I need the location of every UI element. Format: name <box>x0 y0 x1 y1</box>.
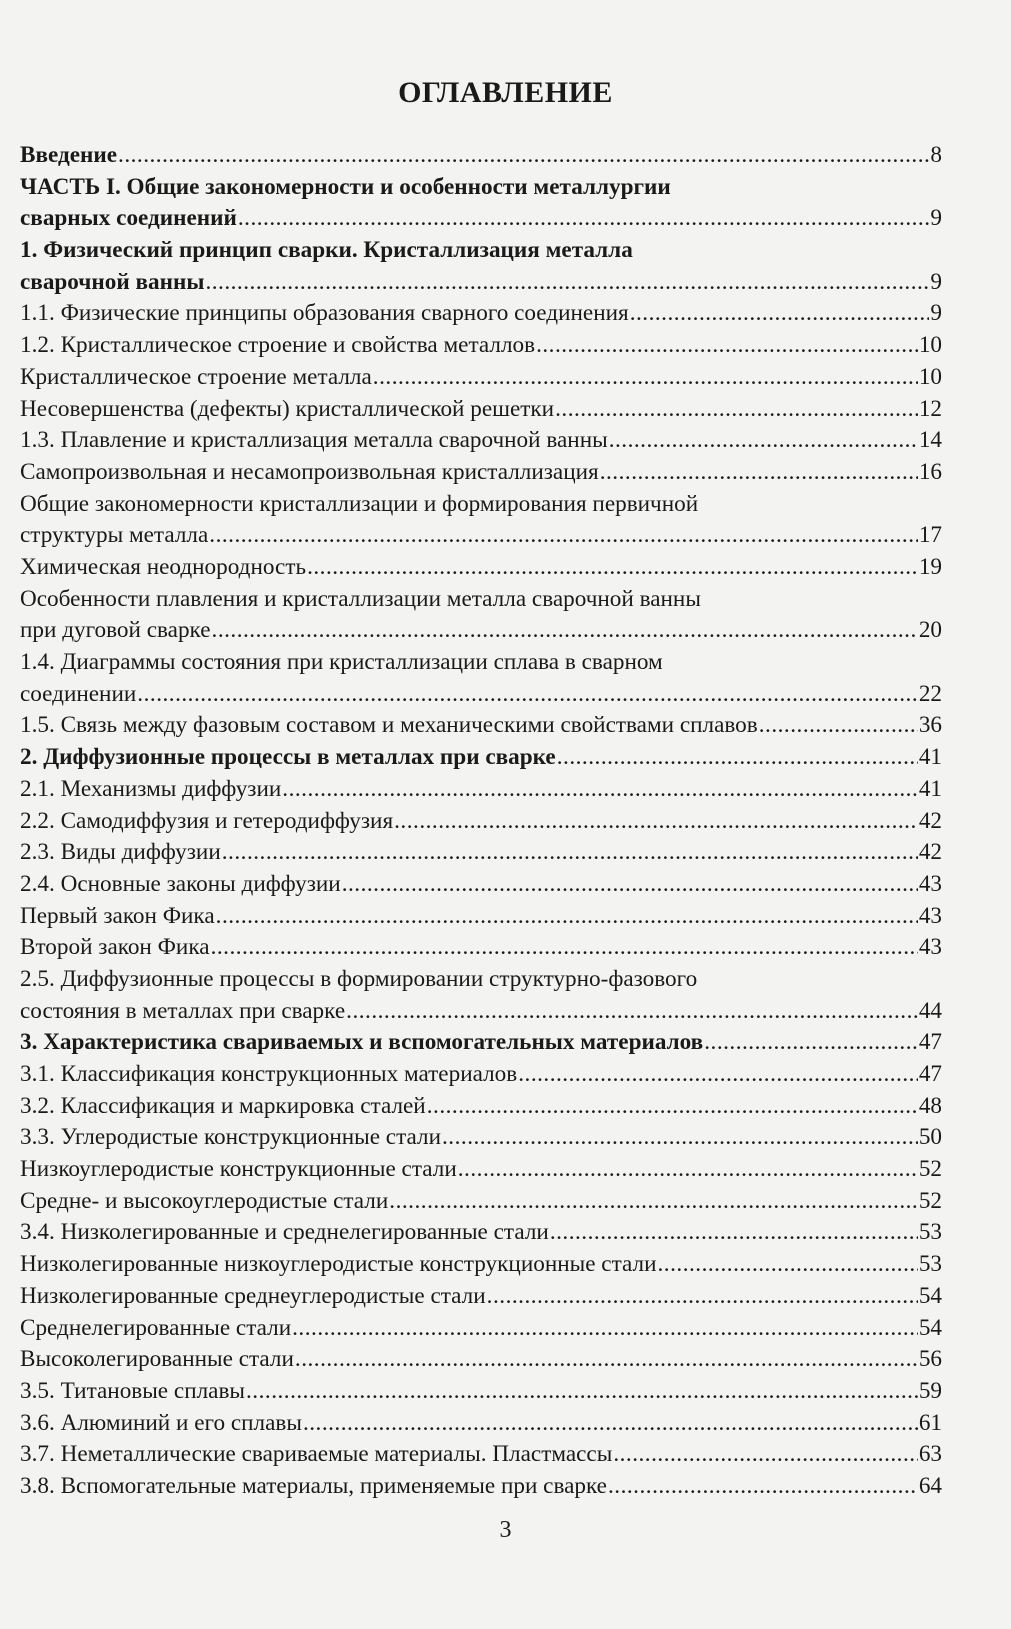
toc-entry-title: 2.3. Виды диффузии <box>20 839 221 866</box>
toc-entry-title: 2.4. Основные законы диффузии <box>20 870 341 897</box>
toc-entry-page: 20 <box>918 617 942 644</box>
toc-entry-title: 3. Характеристика свариваемых и вспомогательных материалов <box>20 1029 704 1056</box>
dot-leader <box>205 267 929 299</box>
toc-entry-title: 3.6. Алюминий и его сплавы <box>20 1409 302 1436</box>
toc-entry <box>20 774 942 806</box>
toc-entry-title: 2.2. Самодиффузия и гетеродиффузия <box>20 807 394 834</box>
toc-heading: ОГЛАВЛЕНИЕ <box>398 76 613 109</box>
toc-entry-title: Введение <box>20 142 118 168</box>
dot-leader <box>458 1154 918 1186</box>
toc-entry-title-line: 1.4. Диаграммы состояния при кристаллизации сплава в сварном <box>20 649 663 676</box>
toc-entry-title: Первый закон Фика <box>20 902 215 929</box>
toc-entry-title: 3.1. Классификация конструкционных материалов <box>20 1061 518 1088</box>
toc-entry <box>20 235 942 298</box>
toc-entry-page: 61 <box>918 1409 942 1436</box>
toc-entry-title-line: Общие закономерности кристаллизации и формирования первичной <box>20 490 699 517</box>
toc-entry-title: структуры металла <box>20 522 209 549</box>
dot-leader <box>137 679 918 711</box>
toc-entry <box>20 552 942 584</box>
toc-entry <box>20 710 942 742</box>
dot-leader <box>212 615 918 647</box>
toc-entry-title-line: Особенности плавления и кристаллизации металла сварочной ванны <box>20 585 701 612</box>
dot-leader <box>373 362 918 394</box>
toc-entry-page: 41 <box>918 775 942 802</box>
toc-entry <box>20 489 942 552</box>
dot-leader <box>292 1313 918 1345</box>
toc-entry-title: 1.1. Физические принципы образования сварного соединения <box>20 300 629 327</box>
toc-entry <box>20 140 942 172</box>
toc-entry <box>20 964 942 1027</box>
toc-entry-title: Низкоуглеродистые конструкционные стали <box>20 1156 457 1183</box>
dot-leader <box>307 552 918 584</box>
dot-leader <box>555 394 918 426</box>
dot-leader <box>303 1408 918 1440</box>
toc-entry-page: 14 <box>918 427 942 454</box>
toc-entry-page: 63 <box>918 1441 942 1468</box>
toc-entry-page: 9 <box>930 205 942 232</box>
toc-entry <box>20 869 942 901</box>
toc-entry-page: 43 <box>918 934 942 961</box>
toc-entry <box>20 457 942 489</box>
toc-entry-title: Кристаллическое строение металла <box>20 363 372 390</box>
toc-entry-title: Средне- и высокоуглеродистые стали <box>20 1187 389 1214</box>
toc-entry-page: 10 <box>918 363 942 390</box>
toc-entry-title: сварных соединений <box>20 205 237 232</box>
toc-entry <box>20 1027 942 1059</box>
toc-entry-page: 54 <box>918 1282 942 1309</box>
dot-leader <box>216 901 918 933</box>
toc-entry-title-line: ЧАСТЬ I. Общие закономерности и особенности металлургии <box>20 173 671 200</box>
toc-entry-title: Высоколегированные стали <box>20 1346 294 1373</box>
dot-leader <box>427 1091 918 1123</box>
toc-entry <box>20 1059 942 1091</box>
toc-entry-title: Второй закон Фика <box>20 934 210 961</box>
toc-entry-title: 3.5. Титановые сплавы <box>20 1377 245 1404</box>
toc-entry-page: 48 <box>918 1092 942 1119</box>
toc-entry <box>20 647 942 710</box>
toc-entry <box>20 1154 942 1186</box>
dot-leader <box>389 1186 918 1218</box>
dot-leader <box>613 1439 918 1471</box>
toc-entry <box>20 742 942 774</box>
dot-leader <box>518 1059 918 1091</box>
toc-entry <box>20 298 942 330</box>
toc-entry-title: состояния в металлах при сварке <box>20 997 346 1024</box>
toc-entry-page: 17 <box>918 522 942 549</box>
dot-leader <box>487 1281 918 1313</box>
dot-leader <box>630 298 930 330</box>
toc-entry-title: соединении <box>20 680 137 707</box>
toc-entry-title: 1.2. Кристаллическое строение и свойства металлов <box>20 332 536 359</box>
toc-entry <box>20 394 942 426</box>
dot-leader <box>346 996 918 1028</box>
dot-leader <box>609 425 918 457</box>
page-number: 3 <box>499 1517 512 1543</box>
toc-entry-page: 42 <box>918 807 942 834</box>
dot-leader <box>550 1217 918 1249</box>
toc-entry-page: 36 <box>918 712 942 739</box>
toc-entry-page: 59 <box>918 1377 942 1404</box>
toc-entry <box>20 584 942 647</box>
toc-entry-title: Химическая неоднородность <box>20 553 307 580</box>
toc-entry-page: 9 <box>930 268 942 295</box>
toc-entry-page: 53 <box>918 1219 942 1246</box>
toc-entry-title: 3.2. Классификация и маркировка сталей <box>20 1092 426 1119</box>
toc-entry-page: 16 <box>918 458 942 485</box>
toc-entry <box>20 1439 942 1471</box>
toc-entry-page: 19 <box>918 553 942 580</box>
toc-list <box>20 140 942 1503</box>
toc-entry-title: 1.3. Плавление и кристаллизация металла сварочной ванны <box>20 427 608 454</box>
toc-entry <box>20 425 942 457</box>
dot-leader <box>246 1376 918 1408</box>
toc-entry <box>20 362 942 394</box>
toc-entry <box>20 806 942 838</box>
toc-entry-page: 43 <box>918 870 942 897</box>
dot-leader <box>342 869 918 901</box>
toc-entry <box>20 901 942 933</box>
toc-entry-title: Среднелегированные стали <box>20 1314 292 1341</box>
toc-entry-title: при дуговой сварке <box>20 617 211 644</box>
toc-entry <box>20 837 942 869</box>
dot-leader <box>118 140 929 172</box>
toc-entry-title: Самопроизвольная и несамопроизвольная кристаллизация <box>20 458 599 485</box>
toc-entry <box>20 330 942 362</box>
toc-entry-title: 1.5. Связь между фазовым составом и механическими свойствами сплавов <box>20 712 758 739</box>
toc-entry <box>20 1249 942 1281</box>
toc-entry-title: сварочной ванны <box>20 268 205 295</box>
toc-entry-title: 3.3. Углеродистые конструкционные стали <box>20 1124 441 1151</box>
dot-leader <box>658 1249 918 1281</box>
toc-entry-page: 54 <box>918 1314 942 1341</box>
toc-entry-page: 47 <box>918 1061 942 1088</box>
toc-entry <box>20 1471 942 1503</box>
toc-entry-title: 2.1. Механизмы диффузии <box>20 775 282 802</box>
toc-entry <box>20 1281 942 1313</box>
toc-entry-page: 43 <box>918 902 942 929</box>
toc-entry-title: 3.7. Неметаллические свариваемые материалы. Пластмассы <box>20 1441 613 1468</box>
toc-entry-page: 12 <box>918 395 942 422</box>
dot-leader <box>600 457 918 489</box>
dot-leader <box>394 806 918 838</box>
toc-entry-title-line: 2.5. Диффузионные процессы в формировании структурно-фазового <box>20 965 698 992</box>
dot-leader <box>295 1344 918 1376</box>
dot-leader <box>238 203 930 235</box>
dot-leader <box>209 520 918 552</box>
toc-entry-page: 64 <box>918 1472 942 1499</box>
toc-entry-page: 42 <box>918 839 942 866</box>
toc-entry-title: 2. Диффузионные процессы в металлах при сварке <box>20 744 556 771</box>
toc-entry-page: 56 <box>918 1346 942 1373</box>
toc-entry <box>20 1217 942 1249</box>
toc-entry-page: 41 <box>918 744 942 771</box>
toc-entry-page: 47 <box>918 1029 942 1056</box>
toc-entry <box>20 1376 942 1408</box>
toc-entry-title-line: 1. Физический принцип сварки. Кристаллизация металла <box>20 237 633 264</box>
dot-leader <box>557 742 918 774</box>
toc-entry <box>20 1122 942 1154</box>
toc-entry-page: 50 <box>918 1124 942 1151</box>
toc-entry-title: Низколегированные низкоуглеродистые конструкционные стали <box>20 1251 657 1278</box>
toc-entry-page: 52 <box>918 1187 942 1214</box>
toc-entry <box>20 1344 942 1376</box>
dot-leader <box>442 1122 918 1154</box>
toc-entry-title: 3.8. Вспомогательные материалы, применяемые при сварке <box>20 1472 607 1499</box>
dot-leader <box>759 710 918 742</box>
toc-entry-page: 22 <box>918 680 942 707</box>
toc-entry <box>20 1091 942 1123</box>
dot-leader <box>608 1471 918 1503</box>
toc-entry-title: Низколегированные среднеуглеродистые стали <box>20 1282 486 1309</box>
toc-entry <box>20 1313 942 1345</box>
toc-entry-page: 44 <box>918 997 942 1024</box>
toc-entry-page: 9 <box>930 300 942 327</box>
dot-leader <box>536 330 918 362</box>
toc-entry-page: 8 <box>930 142 942 168</box>
toc-entry-title: Несовершенства (дефекты) кристаллической решетки <box>20 395 555 422</box>
toc-entry <box>20 932 942 964</box>
toc-entry-page: 10 <box>918 332 942 359</box>
toc-entry-page: 53 <box>918 1251 942 1278</box>
dot-leader <box>211 932 918 964</box>
dot-leader <box>282 774 918 806</box>
toc-entry-page: 52 <box>918 1156 942 1183</box>
dot-leader <box>222 837 918 869</box>
toc-entry <box>20 1186 942 1218</box>
toc-entry <box>20 1408 942 1440</box>
toc-entry-title: 3.4. Низколегированные и среднелегированные стали <box>20 1219 549 1246</box>
dot-leader <box>704 1027 918 1059</box>
toc-entry <box>20 172 942 235</box>
